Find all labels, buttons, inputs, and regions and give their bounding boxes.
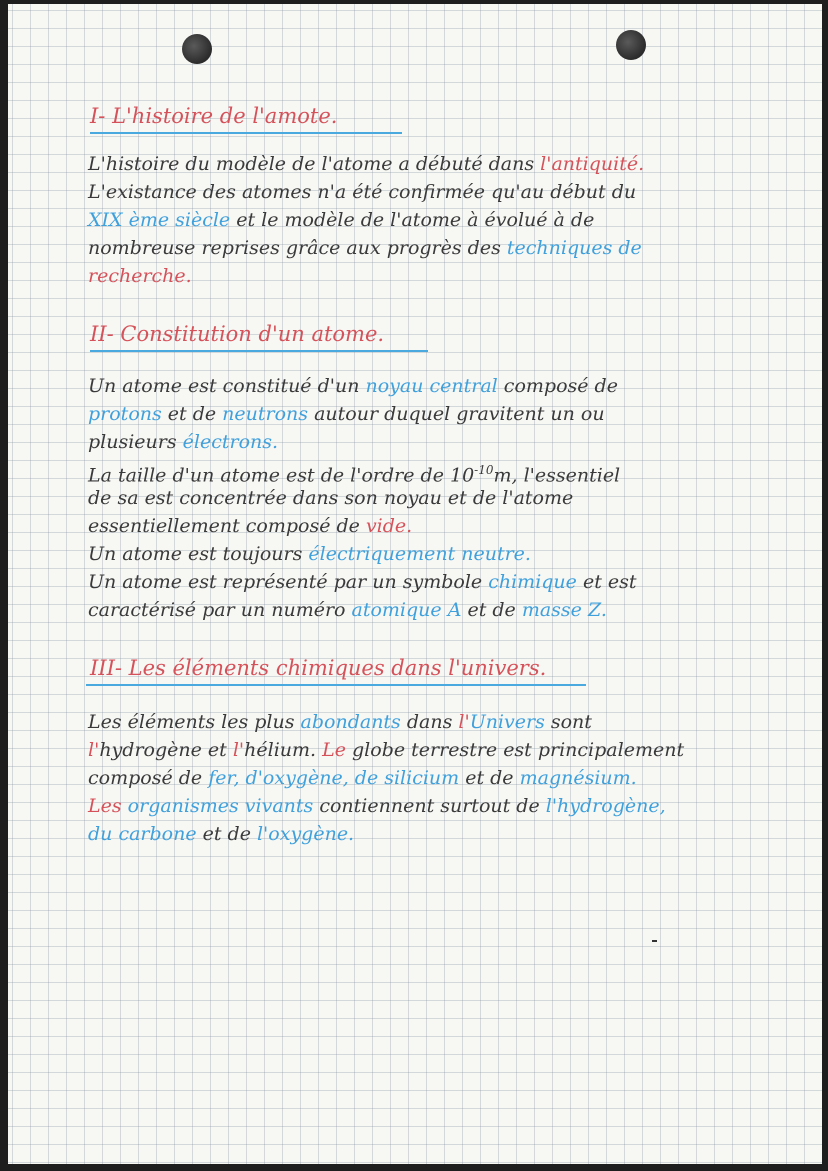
section-3-body bbox=[88, 708, 818, 848]
highlighted-term: noyau central bbox=[365, 375, 498, 397]
text-line bbox=[88, 400, 818, 428]
highlighted-term: électrons. bbox=[182, 431, 279, 453]
text-line bbox=[88, 512, 818, 540]
highlighted-term: fer, d'oxygène, de silicium bbox=[208, 767, 460, 789]
highlighted-term: abondants bbox=[300, 711, 401, 733]
highlighted-term: magnésium. bbox=[519, 767, 637, 789]
highlighted-term: XIX ème siècle bbox=[88, 209, 231, 231]
highlighted-term: neutrons bbox=[222, 403, 309, 425]
highlighted-term: atomique A bbox=[351, 599, 462, 621]
text-segment: nombreuse reprises grâce aux progrès des bbox=[88, 237, 507, 259]
text-line bbox=[88, 736, 818, 764]
punch-hole bbox=[616, 30, 646, 60]
pen-mark bbox=[652, 940, 657, 942]
section-2-heading bbox=[90, 320, 384, 348]
text-segment: et de bbox=[196, 823, 257, 845]
text-line bbox=[88, 428, 818, 456]
text-line bbox=[88, 234, 818, 262]
text-line bbox=[88, 792, 818, 820]
highlighted-term: masse Z. bbox=[521, 599, 607, 621]
highlighted-term: chimique bbox=[488, 571, 577, 593]
text-line bbox=[88, 764, 818, 792]
text-line bbox=[88, 708, 818, 736]
text-line bbox=[88, 484, 818, 512]
section-title: L'histoire de l'amote. bbox=[112, 104, 338, 128]
section-title: Constitution d'un atome. bbox=[120, 322, 385, 346]
section-number: I- bbox=[90, 104, 106, 128]
text-segment: globe terrestre est principalement bbox=[345, 739, 685, 761]
section-number: II- bbox=[90, 322, 114, 346]
highlighted-term: vide. bbox=[365, 515, 413, 537]
notebook-page bbox=[8, 4, 822, 1164]
text-segment: L'histoire du modèle de l'atome a débuté dans bbox=[88, 153, 541, 175]
text-segment: m, l'essentiel bbox=[493, 464, 621, 487]
text-segment: de sa est concentrée dans son noyau et de l'atome bbox=[88, 487, 574, 509]
highlighted-term: l' bbox=[458, 711, 470, 733]
highlighted-term: l'oxygène. bbox=[256, 823, 355, 845]
text-line bbox=[88, 820, 818, 848]
text-segment: autour duquel gravitent un ou bbox=[308, 403, 605, 425]
highlighted-term: organismes vivants bbox=[127, 795, 314, 817]
section-1-body bbox=[88, 150, 818, 290]
text-line bbox=[88, 540, 818, 568]
heading-underline bbox=[90, 132, 402, 134]
text-segment: et de bbox=[161, 403, 223, 425]
highlighted-term: recherche. bbox=[88, 265, 192, 287]
text-line bbox=[88, 178, 818, 206]
text-segment: dans bbox=[400, 711, 459, 733]
text-segment: et de bbox=[461, 599, 522, 621]
text-line bbox=[88, 262, 818, 290]
text-line bbox=[88, 568, 818, 596]
text-segment: -10 bbox=[474, 463, 494, 477]
text-segment: hélium. bbox=[244, 739, 323, 761]
text-segment: sont bbox=[544, 711, 592, 733]
text-segment: essentiellement composé de bbox=[88, 515, 366, 537]
highlighted-term: protons bbox=[88, 403, 162, 425]
section-title: Les éléments chimiques dans l'univers. bbox=[128, 656, 547, 680]
text-line bbox=[88, 206, 818, 234]
text-line bbox=[88, 596, 818, 624]
text-segment: hydrogène et bbox=[99, 739, 233, 761]
text-line bbox=[88, 150, 818, 178]
highlighted-term: l'antiquité. bbox=[540, 153, 645, 175]
text-segment: Un atome est constitué d'un bbox=[88, 375, 366, 397]
section-3-heading bbox=[90, 654, 546, 682]
text-line bbox=[88, 456, 818, 487]
heading-underline bbox=[90, 350, 428, 352]
text-segment: Un atome est représenté par un symbole bbox=[88, 571, 489, 593]
text-segment: composé de bbox=[88, 767, 209, 789]
highlighted-term: électriquement neutre. bbox=[308, 543, 531, 565]
text-line bbox=[88, 372, 818, 400]
highlighted-term: Le bbox=[322, 739, 346, 761]
text-segment: caractérisé par un numéro bbox=[88, 599, 352, 621]
section-number: III- bbox=[90, 656, 122, 680]
text-segment: plusieurs bbox=[88, 431, 183, 453]
highlighted-term: du carbone bbox=[88, 823, 197, 845]
highlighted-term: techniques de bbox=[506, 237, 642, 259]
punch-hole bbox=[182, 34, 212, 64]
text-segment: contiennent surtout de bbox=[313, 795, 546, 817]
text-segment: et est bbox=[576, 571, 637, 593]
highlighted-term: Les bbox=[88, 795, 122, 817]
text-segment: composé de bbox=[497, 375, 618, 397]
highlighted-term: l'hydrogène, bbox=[545, 795, 666, 817]
section-1-heading bbox=[90, 102, 337, 130]
heading-underline bbox=[86, 684, 586, 686]
text-segment: Un atome est toujours bbox=[88, 543, 309, 565]
text-segment: La taille d'un atome est de l'ordre de 10 bbox=[88, 464, 475, 487]
highlighted-term: l' bbox=[232, 739, 245, 761]
text-segment: et le modèle de l'atome à évolué à de bbox=[230, 209, 595, 231]
highlighted-term: Univers bbox=[469, 711, 545, 733]
text-segment: et de bbox=[459, 767, 520, 789]
text-segment: Les éléments les plus bbox=[88, 711, 301, 733]
section-2-body bbox=[88, 372, 818, 624]
highlighted-term: l' bbox=[88, 739, 100, 761]
text-segment: L'existance des atomes n'a été confirmée qu'au début du bbox=[88, 181, 637, 203]
